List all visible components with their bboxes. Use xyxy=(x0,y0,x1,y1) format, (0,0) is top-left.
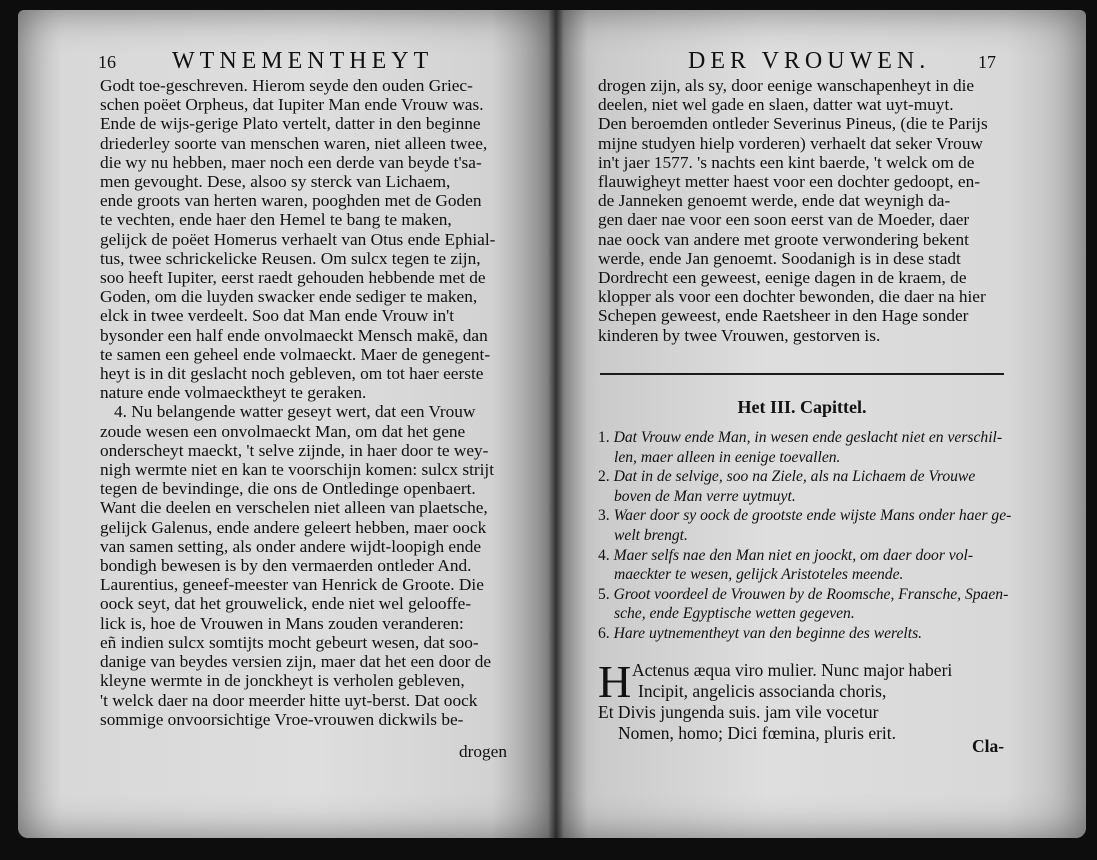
text-line: nae oock van andere met groote verwondering bekent xyxy=(598,229,969,249)
text-line: klopper als voor een dochter bewonden, die daer na hier xyxy=(598,287,986,307)
summary-item-continuation: boven de Man verre uytmuyt. xyxy=(614,487,796,505)
text-line: die wy nu hebben, maer noch een derde van beyde t'sa- xyxy=(100,152,482,172)
summary-item-continuation: sche, ende Egyptische wetten gegeven. xyxy=(614,605,855,623)
left-page-number: 16 xyxy=(98,52,116,72)
text-line: mijne studyen hielp vorderen) verhaelt dat seker Vrouw xyxy=(598,133,983,153)
text-line: eñ indien sulcx somtijts mocht gebeurt wesen, dat soo- xyxy=(100,632,479,652)
latin-verse xyxy=(598,656,1018,744)
summary-item-continuation: maeckter te wesen, gelijck Aristoteles meende. xyxy=(614,566,904,584)
summary-item-continuation: len, maer alleen in eenige toevallen. xyxy=(614,448,841,466)
text-line: Godt toe-geschreven. Hierom seyde den ouden Griec- xyxy=(100,76,473,95)
text-line: bondigh bewesen is by den vermaerden ontleder And. xyxy=(100,556,472,576)
text-line: bysonder een half ende onvolmaeckt Mensch makē, dan xyxy=(100,325,488,345)
text-line: lick is, hoe de Vrouwen in Mans zouden veranderen: xyxy=(100,613,464,633)
book-gutter xyxy=(548,10,564,838)
text-line: Den beroemden ontleder Severinus Pineus, (die te Parijs xyxy=(598,114,988,134)
summary-item: 3. Waer door sy oock de grootste ende wijste Mans onder haer ge- xyxy=(598,507,1012,525)
text-line: kinderen by twee Vrouwen, gestorven is. xyxy=(598,325,881,345)
verse-line: Nomen, homo; Dici fœmina, pluris erit. xyxy=(618,723,897,743)
text-line: de Janneken genoemt werde, ende dat weynigh da- xyxy=(598,191,951,211)
text-line: onderscheyt maeckt, 't selve zijnde, in haer door te wey- xyxy=(100,440,489,460)
text-line: tus, twee schrickelicke Reusen. Om sulcx tegen te zijn, xyxy=(100,248,481,268)
right-running-head: DER VROUWEN. xyxy=(688,48,931,74)
verse-line: Incipit, angelicis associanda choris, xyxy=(638,681,887,701)
left-body-text xyxy=(100,76,520,729)
left-running-head: WTNEMENTHEYT xyxy=(172,48,434,74)
chapter-title: Het III. Capittel. xyxy=(737,397,867,417)
text-line: ende groots van herten waren, pooghden met de Goden xyxy=(100,191,482,211)
text-line: danige van beydes versien zijn, maer dat het een door de xyxy=(100,652,492,672)
text-line: Goden, om die luyden swacker ende sediger te maken, xyxy=(100,287,478,307)
text-line: schen poëet Orpheus, dat Iupiter Man ende Vrouw was. xyxy=(100,95,484,115)
summary-item: 1. Dat Vrouw ende Man, in wesen ende geslacht niet en verschil- xyxy=(598,429,1003,446)
text-line: nigh wermte niet en kan te voorschijn komen: sulcx strijt xyxy=(100,460,495,480)
verse-line: Et Divis jungenda suis. jam vile vocetur xyxy=(598,702,879,722)
text-line: Schepen geweest, ende Raetsheer in den Hage sonder xyxy=(598,306,969,326)
text-line: deelen, niet wel gade en slaen, datter wat uyt-muyt. xyxy=(598,95,954,115)
text-line: elck in twee verdeelt. Soo dat Man ende Vrouw in't xyxy=(100,306,455,326)
text-line: Ende de wijs-gerige Plato vertelt, datter in den beginne xyxy=(100,114,481,134)
text-line: Dordrecht een geweest, eenige dagen in de kraem, de xyxy=(598,268,967,288)
text-line: oock seyt, dat het grouwelick, ende niet wel gelooffe- xyxy=(100,594,472,614)
summary-item-continuation: welt brengt. xyxy=(614,526,688,544)
text-line: zoude wesen een onvolmaeckt Man, om dat het gene xyxy=(100,421,466,441)
text-line: soo heeft Iupiter, eerst raedt gehouden hebbende met de xyxy=(100,268,486,288)
text-line: werde, ende Jan genoemt. Soodanigh is in dese stadt xyxy=(598,248,961,268)
text-line: driederley soorte van menschen waren, niet alleen twee, xyxy=(100,133,488,153)
text-line: drogen zijn, als sy, door eenige wanschapenheyt in die xyxy=(598,76,975,95)
text-line: gelijck Galenus, ende andere geleert hebben, maer oock xyxy=(100,517,487,537)
text-line: kleyne wermte in de jonckheyt is verholen gebleven, xyxy=(100,671,465,691)
right-page-number: 17 xyxy=(978,52,996,72)
text-line: van samen setting, als onder andere wijdt-loopigh ende xyxy=(100,536,482,556)
text-line: in't jaer 1577. 's nachts een kint baerde, 't welck om de xyxy=(598,152,975,172)
text-line: men gevought. Dese, alsoo sy sterck van Lichaem, xyxy=(100,172,451,192)
drop-cap: H xyxy=(598,656,632,707)
right-body-text xyxy=(598,76,1018,345)
right-catchword: Cla- xyxy=(972,736,1005,756)
chapter-summary xyxy=(598,428,1018,644)
text-line: heyt is in dit geslacht noch gebleven, om tot haer eerste xyxy=(100,364,484,384)
left-catchword: drogen xyxy=(459,742,507,761)
summary-item: 6. Hare uytnementheyt van den beginne des werelts. xyxy=(598,624,923,642)
text-line: nature ende volmaecktheyt te geraken. xyxy=(100,383,367,403)
text-line: 't welck daer na door meerder hitte uyt-berst. Dat oock xyxy=(100,690,478,710)
text-line: tegen de bevindinge, die ons de Ontledinge openbaert. xyxy=(100,479,476,499)
text-line: flauwigheyt metter haest voor een dochter gedoopt, en- xyxy=(598,172,980,192)
summary-item: 4. Maer selfs nae den Man niet en joockt, om daer door vol- xyxy=(598,546,974,564)
text-line: te vechten, ende haer den Hemel te bang te maken, xyxy=(100,210,452,230)
text-line: gelijck de poëet Homerus verhaelt van Otus ende Ephial- xyxy=(100,229,496,249)
summary-item: 5. Groot voordeel de Vrouwen by de Roomsche, Fransche, Spaen- xyxy=(598,585,1009,603)
text-line: gen daer nae voor een soon eerst van de Moeder, daer xyxy=(598,210,970,230)
text-line: 4. Nu belangende watter geseyt wert, dat een Vrouw xyxy=(114,402,476,422)
summary-item: 2. Dat in de selvige, soo na Ziele, als na Lichaem de Vrouwe xyxy=(598,468,976,486)
text-line: Want die deelen en verschelen niet alleen van plaetsche, xyxy=(100,498,488,518)
text-line: sommige onvoorsichtige Vroe-vrouwen dickwils be- xyxy=(100,709,464,729)
section-divider xyxy=(600,373,1004,375)
text-line: te samen een geheel ende volmaeckt. Maer de genegent- xyxy=(100,344,491,364)
verse-line: Actenus æqua viro mulier. Nunc major haberi xyxy=(632,660,953,680)
text-line: Laurentius, geneef-meester van Henrick de Groote. Die xyxy=(100,575,484,595)
